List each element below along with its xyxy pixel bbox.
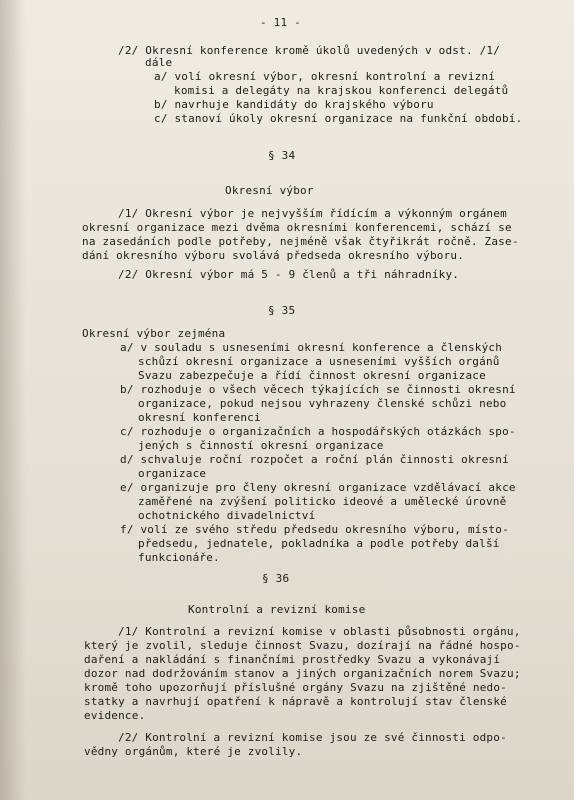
page-edge-shadow (0, 0, 26, 800)
s35-item-b-line-3: okresní konferenci (138, 411, 261, 424)
s35-item-a-line-3: Svazu zabezpečuje a řídí činnost okresní organizace (138, 369, 486, 382)
s35-item-a-line-2: schůzí okresní organizace a usneseními vyšších orgánů (138, 355, 500, 368)
s34-paragraph-1-line-3: na zasedáních podle potřeby, nejméně však čtyřikrát ročně. Zase- (82, 235, 519, 248)
s36-paragraph-1-line-4: dozor nad dodržováním stanov a jiných organizačních norem Svazu; (84, 667, 521, 680)
s35-item-d-line-1: d/ schvaluje roční rozpočet a roční plán činnosti okresní (120, 453, 509, 466)
s35-item-b-line-1: b/ rozhoduje o všech věcech týkajících se činnosti okresní (120, 383, 516, 396)
s34-paragraph-1-line-2: okresní organizace mezi dvěma okresními konferencemi, schází se (82, 221, 512, 234)
s35-item-b-line-2: organizace, pokud nejsou vyhrazeny členské schůzi nebo (138, 397, 507, 410)
s36-heading: § 36 (262, 572, 290, 585)
s36-paragraph-2-line-2: vědny orgánům, které je zvolily. (84, 745, 303, 758)
s36-paragraph-1-line-3: daření a nakládání s finančními prostředky Svazu a vykonávají (84, 653, 501, 666)
s35-item-e-line-1: e/ organizuje pro členy okresní organizace vzdělávací akce (120, 481, 516, 494)
s36-paragraph-2-line-1: /2/ Kontrolní a revizní komise jsou ze své činnosti odpo- (118, 731, 507, 744)
s35-item-e-line-3: ochotnického divadelnictví (138, 509, 316, 522)
s33-paragraph-2-line-1: /2/ Okresní konference kromě úkolů uvedených v odst. /1/ (118, 44, 501, 57)
s33-item-c: c/ stanoví úkoly okresní organizace na funkční období. (154, 112, 523, 125)
s34-paragraph-1-line-1: /1/ Okresní výbor je nejvyšším řídícím a výkonným orgánem (118, 207, 507, 220)
page-number: - 11 - (260, 16, 301, 29)
s34-paragraph-2: /2/ Okresní výbor má 5 - 9 členů a tři náhradníky. (118, 268, 460, 281)
s34-heading: § 34 (268, 149, 296, 162)
s33-item-a-line-1: a/ volí okresní výbor, okresní kontrolní a revizní (154, 70, 496, 83)
s35-item-f-line-2: předsedu, jednatele, pokladníka a podle potřeby další (138, 537, 500, 550)
s36-title: Kontrolní a revizní komise (188, 603, 366, 616)
s33-item-a-line-2: komisi a delegáty na krajskou konferenci delegátů (174, 84, 509, 97)
s35-item-e-line-2: zaměřené na zvýšení politicko ideové a umělecké úrovně (138, 495, 507, 508)
s33-item-b: b/ navrhuje kandidáty do krajského výboru (154, 98, 434, 111)
s35-item-d-line-2: organizace (138, 467, 207, 480)
s36-paragraph-1-line-5: kromě toho upozorňují příslušné orgány Svazu na zjištěné nedo- (84, 681, 507, 694)
s36-paragraph-1-line-7: evidence. (84, 709, 146, 722)
s36-paragraph-1-line-2: který je zvolil, sleduje činnost Svazu, dozírají na řádné hospo- (84, 639, 521, 652)
s35-item-f-line-3: funkcionáře. (138, 551, 220, 564)
s35-item-a-line-1: a/ v souladu s usneseními okresní konference a členských (120, 341, 503, 354)
s35-intro: Okresní výbor zejména (82, 327, 226, 340)
s35-heading: § 35 (268, 304, 296, 317)
s35-item-c-line-2: jených s činností okresní organizace (138, 439, 384, 452)
s36-paragraph-1-line-1: /1/ Kontrolní a revizní komise v oblasti působnosti orgánu, (118, 625, 521, 638)
s35-item-f-line-1: f/ volí ze svého středu předsedu okresního výboru, místo- (120, 523, 509, 536)
s35-item-c-line-1: c/ rozhoduje o organizačních a hospodářských otázkách spo- (120, 425, 516, 438)
s34-paragraph-1-line-4: dání okresního výboru svolává předseda okresního výboru. (82, 249, 465, 262)
s34-title: Okresní výbor (225, 184, 314, 197)
s33-paragraph-2-line-2: dále (145, 56, 173, 69)
s36-paragraph-1-line-6: statky a navrhují opatření k nápravě a kontrolují stav členské (84, 695, 507, 708)
